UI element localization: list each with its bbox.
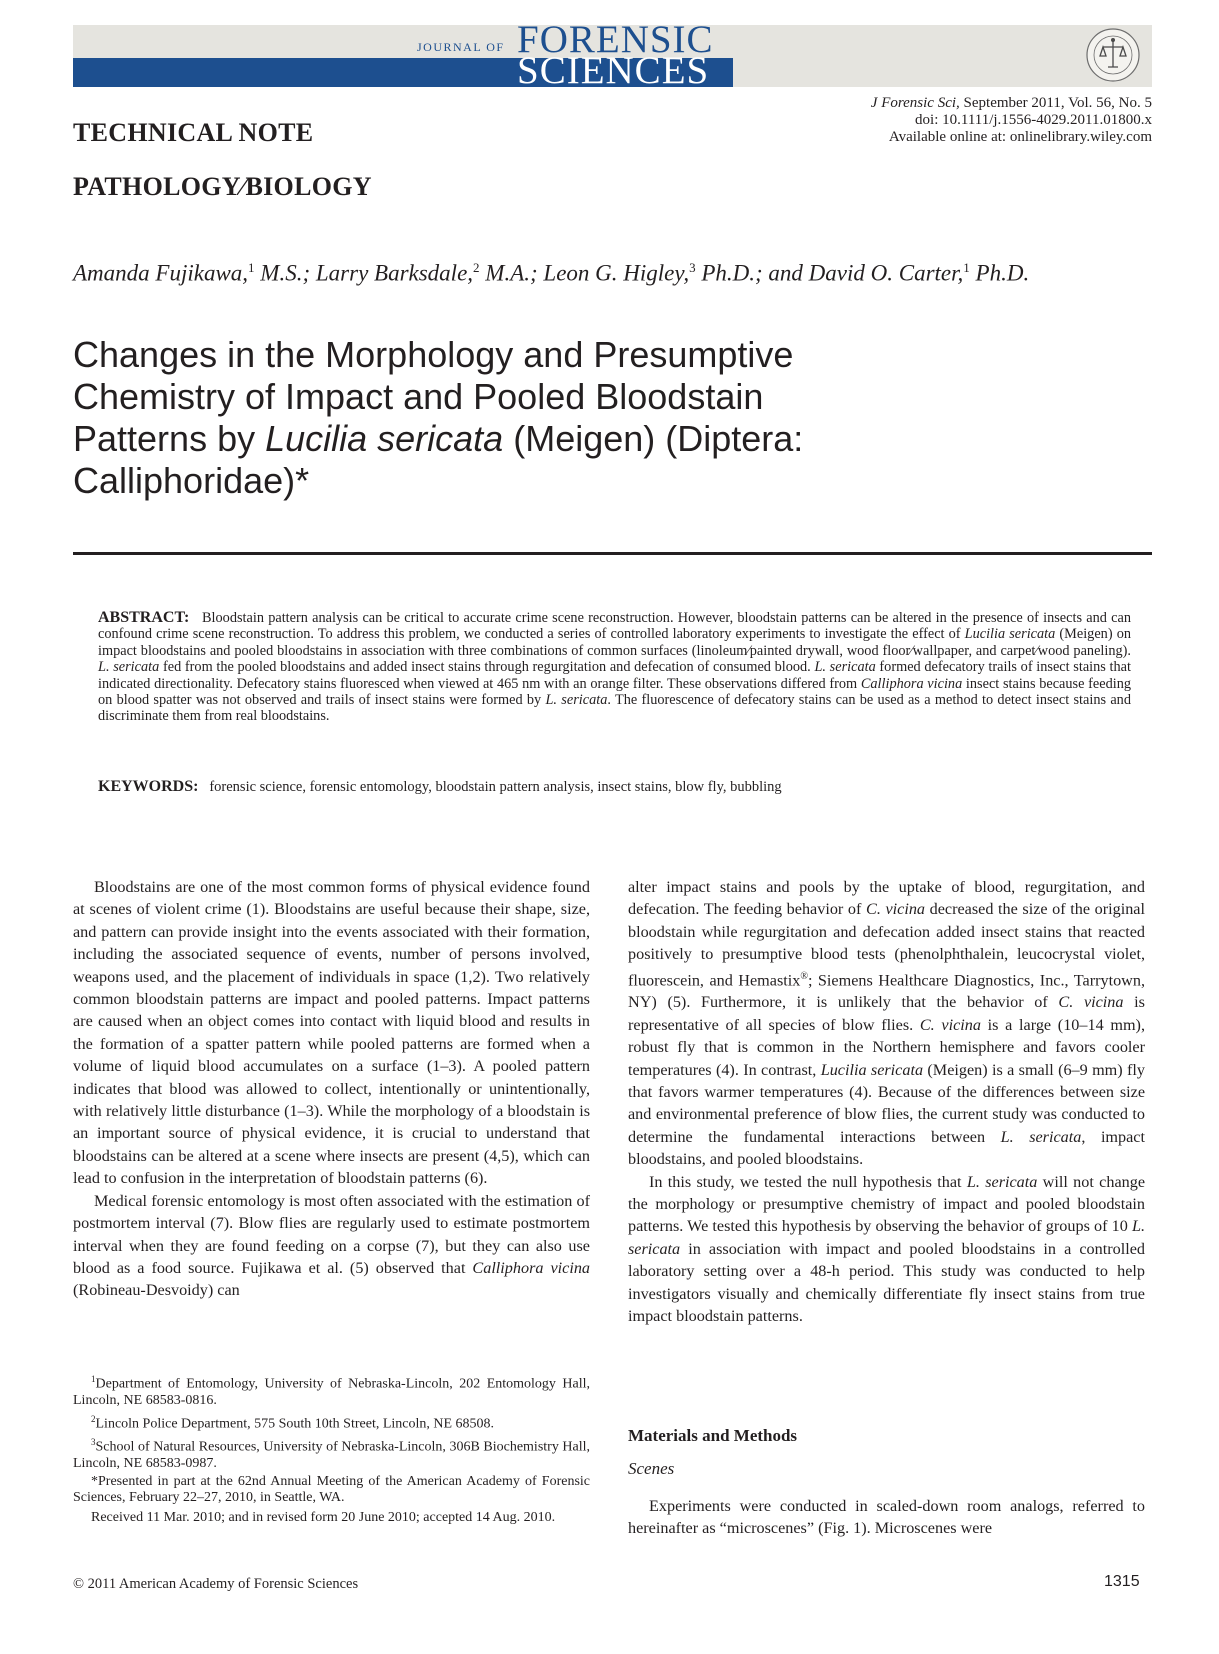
body-text: is a large (10–14 mm), robust fly that is common in the Northern hemisphere and favors cooler temperatures (4). In contrast, — [628, 1015, 1145, 1079]
abstract-text: (Meigen) on impact bloodstains and pooled bloodstains in association with three combinations of common surfaces (linoleum⁄painted drywall, wood floor⁄wallpaper, and carpet⁄wood paneling). — [98, 626, 1131, 659]
footnote-marker: 3 — [91, 1437, 96, 1448]
species-name: L. sericata — [98, 659, 160, 676]
body-column-right — [628, 876, 1145, 1328]
body-paragraph — [628, 1171, 1145, 1328]
species-name: Calliphora vicina — [472, 1258, 591, 1277]
author-degree: M.S.; — [254, 260, 316, 286]
author-degree: M.A.; — [479, 260, 544, 286]
citation-doi: doi: 10.1111/j.1556-4029.2011.01800.x — [915, 112, 1152, 128]
section-heading-methods: Materials and Methods — [628, 1426, 798, 1445]
academy-seal-icon — [1085, 27, 1141, 83]
abstract — [98, 610, 1131, 725]
footnote — [73, 1434, 590, 1472]
footnote: *Presented in part at the 62nd Annual Meeting of the American Academy of Forensic Sciences, February 22–27, 2010, in Seattle, WA. — [73, 1473, 590, 1505]
keywords-text: forensic science, forensic entomology, bloodstain pattern analysis, insect stains, blow fly, bubbling — [209, 779, 782, 795]
body-text: Medical forensic entomology is most often associated with the estimation of postmortem interval (7). Blow flies are regularly used to estimate postmortem interval when they are found feeding on a corpse (7), but they can also use blood as a food source. Fujikawa et al. (5) observed that — [73, 1191, 590, 1277]
species-name: Calliphora vicina — [860, 675, 963, 692]
subsection-heading-scenes: Scenes — [628, 1459, 675, 1478]
species-name: L. sericata — [545, 692, 608, 709]
author-list — [73, 260, 1029, 287]
body-paragraph: Experiments were conducted in scaled-down room analogs, referred to hereinafter as “microscenes” (Fig. 1). Microscenes were — [628, 1497, 1145, 1538]
body-column-left — [73, 876, 590, 1302]
journal-title-sciences: SCIENCES — [517, 49, 710, 92]
author-name: David O. Carter, — [808, 260, 964, 286]
author-name: Leon G. Higley, — [543, 260, 690, 286]
keywords-label: KEYWORDS: — [98, 778, 199, 795]
species-name: L. sericata — [628, 1217, 1145, 1258]
species-name: C. vicina — [1058, 993, 1124, 1012]
title-text: (Meigen) (Diptera: — [503, 418, 804, 459]
body-paragraph — [628, 876, 1145, 1171]
citation-issue: September 2011, Vol. 56, No. 5 — [959, 95, 1152, 111]
author-affiliation: 1 — [963, 260, 970, 275]
title-line: Calliphoridae)* — [73, 460, 310, 501]
body-text: (Robineau-Desvoidy) can — [73, 1281, 240, 1300]
body-text: will not change the morphology or presumptive chemistry of impact and pooled bloodstain patterns. We tested this hypothesis by observing the behavior of groups of 10 — [628, 1172, 1146, 1236]
footnote — [73, 1411, 590, 1433]
body-paragraph: Bloodstains are one of the most common forms of physical evidence found at scenes of violent crime (1). Bloodstains are useful because their shape, size, and pattern can provide insight into the events associated with their formation, including the associated sequence of events, number of persons involved, weapons used, and the placement of individuals in space (1,2). Two relatively common bloodstain patterns are impact and pooled patterns. Impact patterns are caused when an object comes into contact with liquid blood and results in the formation of a spatter pattern while pooled patterns are formed when a volume of liquid blood accumulates on a surface (1–3). A pooled pattern indicates that blood was allowed to collect, intentionally or unintentionally, with relatively little disturbance (1–3). While the morphology of a bloodstain is an important source of physical evidence, it is crucial to understand that bloodstains can be altered at a scene where insects are present (4,5), which can lead to confusion in the interpretation of bloodstain patterns (6). — [73, 878, 590, 1188]
body-text: decreased the size of the original bloodstain while regurgitation and defecation added insect stains that reacted positively to presumptive blood tests (phenolphthalein, leucocrystal violet, fluorescein, and Hemastix — [628, 900, 1145, 990]
species-name: Lucilia sericata — [820, 1060, 924, 1079]
abstract-text: formed defecatory trails of insect stains that indicated directionality. Defecatory stains fluoresced when viewed at 465 nm with an orange filter. These observations differed from — [98, 659, 1131, 692]
species-name: L. sericata — [1000, 1127, 1082, 1146]
species-name: C. vicina — [866, 900, 926, 919]
footnote-text: School of Natural Resources, University of Nebraska-Lincoln, 306B Biochemistry Hall, Lincoln, NE 68583-0987. — [73, 1439, 590, 1471]
species-name: C. vicina — [919, 1015, 981, 1034]
abstract-text: Bloodstain pattern analysis can be critical to accurate crime scene reconstruction. However, bloodstain patterns can be altered in the presence of insects and can confound crime scene reconstruction. To address this problem, we conducted a series of controlled laboratory experiments to investigate the effect of — [98, 610, 1131, 643]
author-affiliation: 3 — [689, 260, 696, 275]
species-name: L. sericata — [814, 659, 876, 676]
author-affiliation: 1 — [248, 260, 255, 275]
section-label-pathology: PATHOLOGY⁄BIOLOGY — [73, 172, 372, 201]
citation-online: Available online at: onlinelibrary.wiley.com — [888, 129, 1152, 145]
species-name: L. sericata — [966, 1172, 1038, 1191]
article-title — [73, 334, 893, 502]
footnotes — [73, 1371, 590, 1528]
keywords — [98, 778, 1131, 796]
footnote-text: Lincoln Police Department, 575 South 10th Street, Lincoln, NE 68508. — [95, 1416, 495, 1432]
footnote — [73, 1371, 590, 1409]
title-divider — [73, 552, 1152, 555]
author-name: Larry Barksdale, — [315, 260, 474, 286]
abstract-text: . The fluorescence of defecatory stains can be used as a method to detect insect stains and discriminate them from real bloodstains. — [98, 692, 1131, 725]
received-dates: Received 11 Mar. 2010; and in revised form 20 June 2010; accepted 14 Aug. 2010. — [91, 1509, 556, 1525]
title-line — [73, 418, 893, 460]
journal-title-forensic: FORENSIC — [517, 18, 714, 61]
author-affiliation: 2 — [473, 260, 480, 275]
author-degree: Ph.D. — [969, 260, 1030, 286]
body-text: ; Siemens Healthcare Diagnostics, Inc., Tarrytown, NY) (5). Furthermore, it is unlikely that the behavior of — [628, 971, 1145, 1012]
body-paragraph — [73, 1190, 590, 1302]
page-number: 1315 — [1104, 1573, 1140, 1590]
body-text: in association with impact and pooled bloodstains in a controlled laboratory setting over a 48-h period. This study was conducted to help investigators visually and chemically differentiate fly insect stains from true impact bloodstain patterns. — [628, 1239, 1145, 1326]
body-text: alter impact stains and pools by the uptake of blood, regurgitation, and defecation. The feeding behavior of — [628, 878, 1145, 919]
title-line: Changes in the Morphology and Presumptive — [73, 334, 794, 375]
body-text: is representative of all species of blow flies. — [628, 993, 1145, 1034]
abstract-label: ABSTRACT: — [98, 609, 190, 626]
journal-prefix: JOURNAL OF — [417, 40, 505, 54]
title-species: Lucilia sericata — [265, 418, 504, 459]
abstract-text: insect stains because feeding on blood spatter was not observed and trails of insect stains were formed by — [98, 675, 1132, 709]
author-degree: Ph.D.; and — [695, 260, 809, 286]
copyright-footer: © 2011 American Academy of Forensic Sciences — [73, 1576, 359, 1592]
author-name: Amanda Fujikawa, — [73, 260, 249, 286]
footnote-marker: 2 — [91, 1413, 96, 1424]
footnote-text: Department of Entomology, University of Nebraska-Lincoln, 202 Entomology Hall, Lincoln, NE 68583-0816. — [73, 1376, 590, 1408]
body-text: In this study, we tested the null hypothesis that — [649, 1172, 967, 1191]
footnote-marker: 1 — [91, 1374, 96, 1384]
citation-block — [871, 95, 1152, 146]
abstract-text: fed from the pooled bloodstains and added insect stains through regurgitation and defecation of consumed blood. — [159, 659, 815, 676]
species-name: Lucilia sericata — [964, 626, 1056, 643]
title-text: Patterns by — [73, 418, 266, 459]
body-text: , impact bloodstains, and pooled bloodstains. — [628, 1127, 1145, 1169]
title-line: Chemistry of Impact and Pooled Bloodstain — [73, 376, 764, 417]
section-label-technical-note: TECHNICAL NOTE — [73, 118, 314, 147]
body-text: (Meigen) is a small (6–9 mm) fly that favors warmer temperatures (4). Because of the differences between size and environmental preference of blow flies, the current study was conducted to determine the fundamental interactions between — [628, 1060, 1145, 1146]
citation-journal: J Forensic Sci, — [870, 95, 960, 111]
registered-mark: ® — [800, 970, 808, 982]
